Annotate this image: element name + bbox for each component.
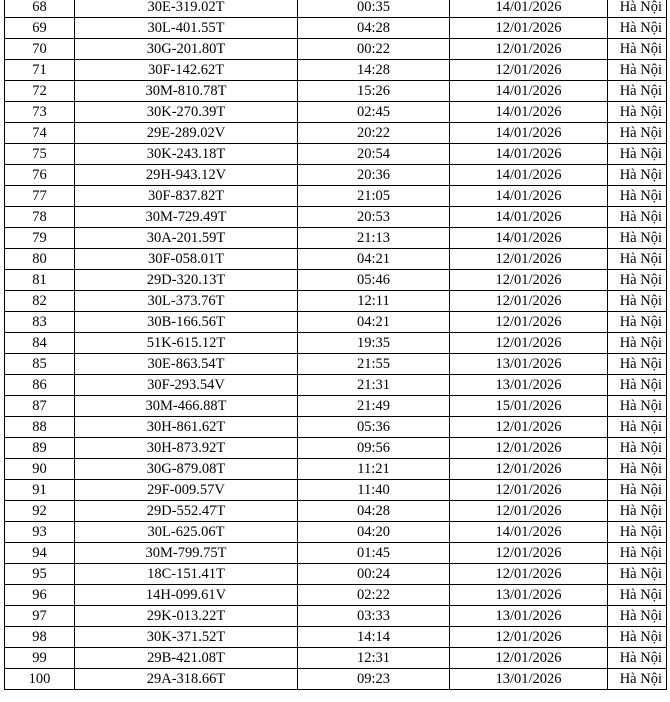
- violation-time-cell: 21:49: [298, 396, 450, 417]
- row-number-cell: 69: [5, 18, 75, 39]
- row-number-cell: 75: [5, 144, 75, 165]
- license-plate-cell: 30M-810.78T: [75, 81, 298, 102]
- location-cell: Hà Nội: [608, 186, 667, 207]
- row-number-cell: 95: [5, 564, 75, 585]
- license-plate-cell: 29A-318.66T: [75, 669, 298, 690]
- location-cell: Hà Nội: [608, 0, 667, 18]
- violation-time-cell: 02:22: [298, 585, 450, 606]
- license-plate-cell: 30F-142.62T: [75, 60, 298, 81]
- violation-time-cell: 12:31: [298, 648, 450, 669]
- row-number-cell: 71: [5, 60, 75, 81]
- violation-date-cell: 14/01/2026: [450, 165, 608, 186]
- row-number-cell: 85: [5, 354, 75, 375]
- row-number-cell: 92: [5, 501, 75, 522]
- violation-time-cell: 04:28: [298, 501, 450, 522]
- violation-time-cell: 09:23: [298, 669, 450, 690]
- row-number-cell: 76: [5, 165, 75, 186]
- license-plate-cell: 30E-319.02T: [75, 0, 298, 18]
- table-row: [5, 627, 667, 648]
- license-plate-cell: 30M-799.75T: [75, 543, 298, 564]
- license-plate-cell: 29K-013.22T: [75, 606, 298, 627]
- license-plate-cell: 30M-466.88T: [75, 396, 298, 417]
- table-row: [5, 501, 667, 522]
- table-row: [5, 375, 667, 396]
- violation-time-cell: 05:46: [298, 270, 450, 291]
- license-plate-cell: 18C-151.41T: [75, 564, 298, 585]
- row-number-cell: 100: [5, 669, 75, 690]
- license-plate-cell: 30L-625.06T: [75, 522, 298, 543]
- location-cell: Hà Nội: [608, 480, 667, 501]
- location-cell: Hà Nội: [608, 627, 667, 648]
- license-plate-cell: 29D-552.47T: [75, 501, 298, 522]
- row-number-cell: 73: [5, 102, 75, 123]
- row-number-cell: 99: [5, 648, 75, 669]
- table-row: [5, 648, 667, 669]
- license-plate-cell: 30M-729.49T: [75, 207, 298, 228]
- location-cell: Hà Nội: [608, 354, 667, 375]
- row-number-cell: 96: [5, 585, 75, 606]
- violation-time-cell: 20:22: [298, 123, 450, 144]
- violation-time-cell: 14:14: [298, 627, 450, 648]
- location-cell: Hà Nội: [608, 270, 667, 291]
- violation-date-cell: 12/01/2026: [450, 648, 608, 669]
- violation-date-cell: 13/01/2026: [450, 669, 608, 690]
- violation-date-cell: 14/01/2026: [450, 207, 608, 228]
- table-row: [5, 438, 667, 459]
- license-plate-cell: 29D-320.13T: [75, 270, 298, 291]
- violation-date-cell: 14/01/2026: [450, 123, 608, 144]
- license-plate-cell: 30K-270.39T: [75, 102, 298, 123]
- table-row: [5, 333, 667, 354]
- violation-date-cell: 15/01/2026: [450, 396, 608, 417]
- license-plate-cell: 30E-863.54T: [75, 354, 298, 375]
- violation-date-cell: 14/01/2026: [450, 522, 608, 543]
- table-row: [5, 207, 667, 228]
- violation-time-cell: 21:31: [298, 375, 450, 396]
- table-row: [5, 123, 667, 144]
- location-cell: Hà Nội: [608, 669, 667, 690]
- location-cell: Hà Nội: [608, 417, 667, 438]
- violation-date-cell: 14/01/2026: [450, 102, 608, 123]
- license-plate-cell: 51K-615.12T: [75, 333, 298, 354]
- violation-date-cell: 12/01/2026: [450, 249, 608, 270]
- row-number-cell: 83: [5, 312, 75, 333]
- violation-date-cell: 12/01/2026: [450, 543, 608, 564]
- license-plate-cell: 30G-879.08T: [75, 459, 298, 480]
- license-plate-cell: 30H-873.92T: [75, 438, 298, 459]
- license-plate-cell: 30L-401.55T: [75, 18, 298, 39]
- license-plate-cell: 30F-837.82T: [75, 186, 298, 207]
- violation-date-cell: 12/01/2026: [450, 501, 608, 522]
- violation-date-cell: 12/01/2026: [450, 627, 608, 648]
- violation-time-cell: 02:45: [298, 102, 450, 123]
- violation-date-cell: 14/01/2026: [450, 186, 608, 207]
- table-row: [5, 312, 667, 333]
- location-cell: Hà Nội: [608, 165, 667, 186]
- license-plate-cell: 29B-421.08T: [75, 648, 298, 669]
- location-cell: Hà Nội: [608, 459, 667, 480]
- violation-time-cell: 03:33: [298, 606, 450, 627]
- row-number-cell: 74: [5, 123, 75, 144]
- row-number-cell: 86: [5, 375, 75, 396]
- table-row: [5, 543, 667, 564]
- location-cell: Hà Nội: [608, 522, 667, 543]
- row-number-cell: 72: [5, 81, 75, 102]
- table-row: [5, 165, 667, 186]
- violation-date-cell: 14/01/2026: [450, 0, 608, 18]
- row-number-cell: 94: [5, 543, 75, 564]
- table-row: [5, 186, 667, 207]
- location-cell: Hà Nội: [608, 207, 667, 228]
- row-number-cell: 93: [5, 522, 75, 543]
- location-cell: Hà Nội: [608, 396, 667, 417]
- table-row: [5, 39, 667, 60]
- violation-time-cell: 21:55: [298, 354, 450, 375]
- violation-date-cell: 14/01/2026: [450, 228, 608, 249]
- location-cell: Hà Nội: [608, 606, 667, 627]
- violation-time-cell: 09:56: [298, 438, 450, 459]
- row-number-cell: 84: [5, 333, 75, 354]
- table-row: [5, 102, 667, 123]
- row-number-cell: 79: [5, 228, 75, 249]
- violation-date-cell: 14/01/2026: [450, 144, 608, 165]
- table-row: [5, 354, 667, 375]
- violations-table-wrapper: [4, 0, 666, 690]
- violation-date-cell: 12/01/2026: [450, 333, 608, 354]
- violation-time-cell: 04:21: [298, 312, 450, 333]
- violation-time-cell: 20:54: [298, 144, 450, 165]
- location-cell: Hà Nội: [608, 123, 667, 144]
- table-row: [5, 522, 667, 543]
- license-plate-cell: 29F-009.57V: [75, 480, 298, 501]
- violation-time-cell: 04:21: [298, 249, 450, 270]
- license-plate-cell: 30G-201.80T: [75, 39, 298, 60]
- location-cell: Hà Nội: [608, 228, 667, 249]
- location-cell: Hà Nội: [608, 312, 667, 333]
- row-number-cell: 81: [5, 270, 75, 291]
- license-plate-cell: 30A-201.59T: [75, 228, 298, 249]
- row-number-cell: 98: [5, 627, 75, 648]
- violation-time-cell: 20:53: [298, 207, 450, 228]
- table-row: [5, 270, 667, 291]
- violation-date-cell: 12/01/2026: [450, 60, 608, 81]
- license-plate-cell: 30B-166.56T: [75, 312, 298, 333]
- row-number-cell: 68: [5, 0, 75, 18]
- table-row: [5, 60, 667, 81]
- table-row: [5, 0, 667, 18]
- location-cell: Hà Nội: [608, 81, 667, 102]
- row-number-cell: 70: [5, 39, 75, 60]
- row-number-cell: 80: [5, 249, 75, 270]
- location-cell: Hà Nội: [608, 585, 667, 606]
- location-cell: Hà Nội: [608, 144, 667, 165]
- violation-date-cell: 12/01/2026: [450, 459, 608, 480]
- violation-date-cell: 12/01/2026: [450, 564, 608, 585]
- location-cell: Hà Nội: [608, 438, 667, 459]
- violation-time-cell: 00:35: [298, 0, 450, 18]
- table-row: [5, 564, 667, 585]
- violation-time-cell: 15:26: [298, 81, 450, 102]
- table-row: [5, 480, 667, 501]
- row-number-cell: 82: [5, 291, 75, 312]
- violation-time-cell: 20:36: [298, 165, 450, 186]
- violations-table: [4, 0, 667, 690]
- location-cell: Hà Nội: [608, 333, 667, 354]
- location-cell: Hà Nội: [608, 60, 667, 81]
- violation-time-cell: 01:45: [298, 543, 450, 564]
- violation-time-cell: 00:22: [298, 39, 450, 60]
- violation-time-cell: 19:35: [298, 333, 450, 354]
- license-plate-cell: 29E-289.02V: [75, 123, 298, 144]
- violation-time-cell: 14:28: [298, 60, 450, 81]
- location-cell: Hà Nội: [608, 39, 667, 60]
- table-body: [5, 0, 667, 690]
- violation-date-cell: 13/01/2026: [450, 606, 608, 627]
- location-cell: Hà Nội: [608, 18, 667, 39]
- violation-date-cell: 13/01/2026: [450, 375, 608, 396]
- location-cell: Hà Nội: [608, 648, 667, 669]
- license-plate-cell: 30K-371.52T: [75, 627, 298, 648]
- license-plate-cell: 14H-099.61V: [75, 585, 298, 606]
- license-plate-cell: 30F-293.54V: [75, 375, 298, 396]
- violation-date-cell: 12/01/2026: [450, 291, 608, 312]
- row-number-cell: 89: [5, 438, 75, 459]
- license-plate-cell: 30K-243.18T: [75, 144, 298, 165]
- violation-time-cell: 11:21: [298, 459, 450, 480]
- violation-time-cell: 21:05: [298, 186, 450, 207]
- location-cell: Hà Nội: [608, 291, 667, 312]
- violation-date-cell: 12/01/2026: [450, 39, 608, 60]
- violation-time-cell: 12:11: [298, 291, 450, 312]
- table-row: [5, 144, 667, 165]
- table-row: [5, 81, 667, 102]
- violation-time-cell: 21:13: [298, 228, 450, 249]
- row-number-cell: 90: [5, 459, 75, 480]
- violation-date-cell: 12/01/2026: [450, 417, 608, 438]
- row-number-cell: 87: [5, 396, 75, 417]
- row-number-cell: 78: [5, 207, 75, 228]
- violation-date-cell: 12/01/2026: [450, 480, 608, 501]
- table-row: [5, 396, 667, 417]
- location-cell: Hà Nội: [608, 375, 667, 396]
- row-number-cell: 97: [5, 606, 75, 627]
- violation-date-cell: 12/01/2026: [450, 18, 608, 39]
- table-row: [5, 585, 667, 606]
- violation-date-cell: 13/01/2026: [450, 585, 608, 606]
- row-number-cell: 91: [5, 480, 75, 501]
- violation-date-cell: 12/01/2026: [450, 312, 608, 333]
- violation-date-cell: 14/01/2026: [450, 81, 608, 102]
- license-plate-cell: 30H-861.62T: [75, 417, 298, 438]
- license-plate-cell: 29H-943.12V: [75, 165, 298, 186]
- table-row: [5, 18, 667, 39]
- location-cell: Hà Nội: [608, 501, 667, 522]
- violation-time-cell: 00:24: [298, 564, 450, 585]
- location-cell: Hà Nội: [608, 564, 667, 585]
- row-number-cell: 88: [5, 417, 75, 438]
- table-row: [5, 606, 667, 627]
- violation-date-cell: 12/01/2026: [450, 270, 608, 291]
- license-plate-cell: 30F-058.01T: [75, 249, 298, 270]
- violation-time-cell: 05:36: [298, 417, 450, 438]
- table-row: [5, 291, 667, 312]
- table-row: [5, 228, 667, 249]
- license-plate-cell: 30L-373.76T: [75, 291, 298, 312]
- violation-date-cell: 12/01/2026: [450, 438, 608, 459]
- table-row: [5, 459, 667, 480]
- violation-time-cell: 11:40: [298, 480, 450, 501]
- table-row: [5, 669, 667, 690]
- violation-time-cell: 04:20: [298, 522, 450, 543]
- location-cell: Hà Nội: [608, 543, 667, 564]
- violation-date-cell: 13/01/2026: [450, 354, 608, 375]
- table-row: [5, 417, 667, 438]
- violation-time-cell: 04:28: [298, 18, 450, 39]
- table-row: [5, 249, 667, 270]
- row-number-cell: 77: [5, 186, 75, 207]
- location-cell: Hà Nội: [608, 249, 667, 270]
- location-cell: Hà Nội: [608, 102, 667, 123]
